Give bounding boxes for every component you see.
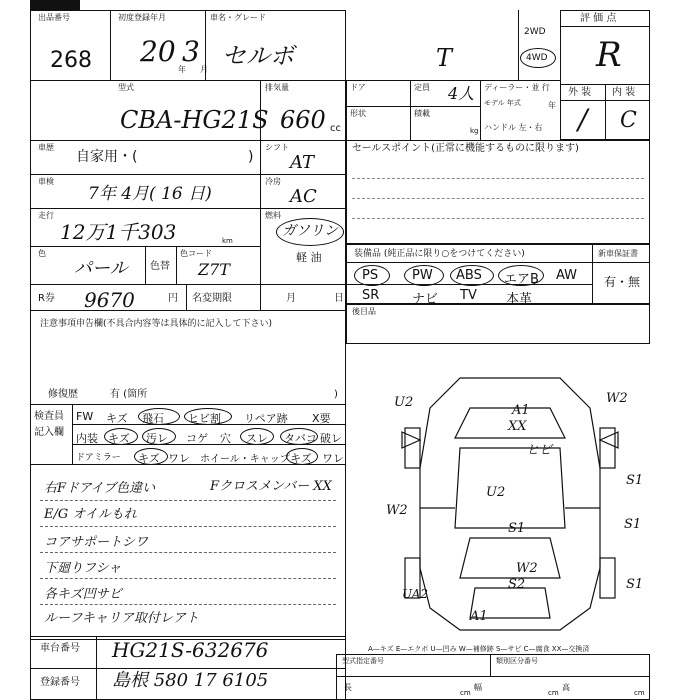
km-unit: km [222, 237, 233, 245]
usage-label: 車歴 [38, 143, 54, 152]
divider [186, 284, 187, 310]
usage-close: ) [248, 149, 254, 165]
after-sale-label: 後目品 [352, 307, 376, 316]
dealer-label: ディーラー・並 行 [484, 83, 550, 92]
width-unit: cm [548, 689, 559, 697]
sales-point-label: セールスポイント(正常に機能するものに限ります) [352, 143, 579, 154]
year-unit: 年 [178, 65, 186, 74]
sales-point-box [346, 140, 650, 244]
kg-unit: kg [470, 127, 479, 135]
rule [40, 526, 336, 527]
reg-no: 島根 580 17 6105 [112, 670, 269, 691]
inspection: 7年 4月( 16 日) [88, 184, 212, 204]
interior-scratch: キズ [108, 432, 130, 445]
diagram-mark: ヒビ [526, 443, 553, 458]
diagram-mark: A1 [512, 403, 530, 418]
new-car-warranty-label: 新車保証書 [598, 249, 638, 258]
inspector-note: 右Fドアイブ色違い [44, 481, 156, 496]
divider [30, 208, 346, 209]
mirror-scratch-circle [134, 448, 168, 465]
diagram-mark: A1 [470, 609, 488, 624]
repair-label: 修復歴 [48, 389, 78, 400]
interior-score: C [620, 108, 637, 133]
divider [30, 310, 346, 311]
rule [40, 604, 336, 605]
month-unit: 月 [200, 65, 208, 74]
interior-label: 内 装 [612, 87, 636, 98]
spec-label: 型式指定番号 [342, 657, 384, 665]
class-label: 類別区分番号 [496, 657, 538, 665]
divider [490, 654, 491, 676]
repair-close: ) [334, 389, 338, 400]
interior-scratch-circle [104, 428, 138, 445]
divider [560, 100, 650, 101]
rule [40, 552, 336, 553]
mirror-scratch: キズ [138, 452, 160, 465]
equipment-label: 装備品 (純正品に限り○をつけてください) [354, 249, 525, 259]
divider [145, 246, 146, 284]
wheel-cap: ホイール・キャップ [200, 454, 290, 465]
divider [30, 140, 346, 141]
diagram-mark: W2 [516, 561, 538, 576]
model-code: CBA-HG21S [120, 106, 269, 134]
inspector-note: Fクロスメンバー XX [210, 479, 332, 494]
inspector-interior-head: 内装 [76, 432, 98, 445]
equip-pw-circle [404, 265, 444, 286]
height-label: 高 [562, 683, 570, 692]
door-label: ドア [350, 83, 366, 92]
recycle-amount: 9670 [84, 288, 135, 312]
divider [30, 668, 346, 669]
model-year-suffix: 年 [548, 101, 556, 110]
color-code: Z7T [198, 260, 230, 279]
equip-aw: AW [556, 268, 578, 283]
yen-unit: 円 [168, 293, 178, 304]
diagram-mark: XX [508, 419, 527, 434]
interior-burn: コゲ [186, 432, 208, 445]
handle-label: ハンドル 左・右 [484, 123, 543, 132]
fuel: ガソリン [282, 223, 338, 239]
divider [205, 10, 206, 80]
crack-circle [184, 408, 232, 425]
rule [352, 218, 644, 219]
rule [352, 198, 644, 199]
equip-ps: PS [362, 268, 379, 283]
inspector-repair-mark: リペア跡 [244, 412, 288, 425]
load-label: 積載 [414, 109, 430, 118]
displacement: 660 [280, 106, 326, 134]
interior-wear-circle [240, 428, 274, 445]
wheel-scratch: キズ [290, 452, 312, 465]
fuel-circle [276, 218, 344, 246]
divider [480, 80, 481, 140]
divider [72, 404, 73, 464]
length-unit: cm [460, 689, 471, 697]
exterior-score: / [578, 103, 588, 136]
color: パール [74, 258, 128, 279]
divider [30, 174, 346, 175]
width-label: 幅 [474, 683, 482, 692]
aircon: AC [290, 186, 317, 207]
interior-tobacco-circle [280, 428, 318, 445]
mileage-label: 走行 [38, 211, 54, 220]
model-name-label: 車名・グレード [210, 13, 266, 22]
displacement-label: 排気量 [265, 83, 289, 92]
eval-score: R [596, 35, 622, 75]
inspector-label-1: 検査員 [34, 411, 64, 422]
first-reg-label: 初度登録年月 [118, 13, 166, 22]
grade: T [436, 44, 453, 72]
shift: AT [290, 152, 315, 173]
top-left-tab [30, 0, 80, 10]
equip-leather: 本革 [506, 292, 533, 307]
divider [560, 26, 650, 27]
divider [605, 84, 606, 140]
equip-pw: PW [412, 268, 433, 283]
eval-label: 評 価 点 [580, 13, 617, 24]
diagram-mark: S1 [508, 521, 526, 536]
color-change-label: 色替 [150, 261, 170, 272]
capacity: 4人 [448, 84, 475, 103]
equip-ps-circle [354, 265, 390, 286]
usage: 自家用・( [76, 149, 138, 165]
model-code-label: 型式 [118, 83, 134, 92]
color-label: 色 [38, 249, 46, 258]
diagram-mark: S1 [626, 473, 644, 488]
divider [346, 106, 480, 107]
cc-unit: cc [330, 123, 341, 134]
mirror-crack: ワレ [168, 452, 190, 465]
inspection-label: 車検 [38, 177, 54, 186]
diagram-mark: UA2 [402, 587, 429, 601]
divider [346, 262, 650, 263]
first-reg-month: 3 [182, 35, 200, 68]
first-reg-year: 20 [140, 35, 176, 68]
inspector-fw: FW [76, 410, 94, 423]
divider [410, 80, 411, 140]
divider [110, 10, 111, 80]
inspector-label-2: 記入欄 [34, 427, 64, 438]
drive-4wd: 4WD [526, 53, 548, 63]
drive-2wd: 2WD [524, 27, 546, 37]
exterior-label: 外 装 [568, 87, 592, 98]
inspector-scratch: キズ [106, 412, 128, 425]
interior-tobacco: タバコ [284, 432, 317, 445]
diagram-mark: W2 [606, 391, 628, 406]
shift-label: シフト [265, 143, 289, 152]
divider [30, 404, 346, 405]
inspector-note: コアサポートシワ [44, 535, 149, 550]
inspector-note: 下廻りフシャ [44, 561, 122, 576]
diagram-mark: S1 [624, 517, 642, 532]
divider [518, 10, 519, 80]
mileage: 12万1千303 [60, 220, 177, 244]
drive-4wd-circle [520, 48, 556, 68]
divider [336, 676, 650, 677]
equip-navi: ナビ [412, 292, 439, 307]
model-name: セルボ [222, 42, 294, 70]
month-label: 月 [286, 293, 296, 304]
day-label: 日 [334, 293, 344, 304]
equip-sr: SR [362, 288, 380, 303]
divider [176, 246, 177, 284]
diagram-mark: S1 [626, 577, 644, 592]
diagram-mark: W2 [386, 503, 408, 518]
wheel-crack: ワレ [322, 452, 344, 465]
fuel-alt: 軽 油 [296, 251, 322, 264]
interior-tear: 破レ [320, 432, 342, 445]
rule [40, 578, 336, 579]
height-unit: cm [634, 689, 645, 697]
rule [352, 178, 644, 179]
wheel-scratch-circle [286, 448, 318, 465]
repair-value: 有 (箇所 [110, 389, 148, 400]
equip-airbag: エアB [504, 272, 539, 287]
lot-no-label: 出品番号 [38, 13, 70, 22]
equip-abs: ABS [456, 268, 482, 283]
interior-wear: スレ [246, 432, 268, 445]
diagram-mark: U2 [394, 395, 414, 410]
divider [346, 80, 347, 140]
rule [40, 500, 336, 501]
chassis-label: 車台番号 [40, 643, 80, 654]
inspector-note: ルーフキャリア取付レアト [44, 611, 199, 626]
interior-dirt-circle [142, 428, 176, 445]
diagram-mark: U2 [486, 485, 506, 500]
equip-airbag-circle [498, 265, 544, 286]
warranty-value: 有・無 [604, 275, 641, 289]
equip-abs-circle [450, 265, 494, 286]
model-year-label: モデル 年式 [484, 99, 521, 107]
reg-no-label: 登録番号 [40, 677, 80, 688]
equip-tv: TV [460, 288, 477, 303]
fuel-label: 燃料 [265, 211, 281, 220]
capacity-label: 定員 [414, 83, 430, 92]
divider [592, 244, 593, 304]
inspector-x-needed: X要 [312, 412, 331, 425]
nameplate-label: 名変期限 [192, 293, 232, 304]
interior-dirt: 汚レ [146, 432, 168, 445]
inspector-note: 各キズ凹サビ [44, 587, 122, 602]
after-sale-box [346, 304, 650, 344]
interior-hole: 穴 [220, 432, 231, 445]
shape-label: 形状 [350, 109, 366, 118]
stone-chip-circle [138, 408, 180, 425]
notes-label: 注意事項申告欄(不具合内容等は具体的に記入して下さい) [40, 319, 273, 329]
diagram-mark: S2 [508, 577, 526, 592]
inspector-stone-chip: 飛石 [142, 412, 164, 425]
recycle-label: R券 [38, 293, 55, 304]
divider [30, 284, 346, 285]
chassis-no: HG21S-632676 [112, 638, 269, 662]
color-code-label: 色コード [180, 249, 212, 258]
diagram-legend: A—キズ E—エクボ U—凹み W—補修跡 S—サビ C—腐食 XX—交換済 [368, 645, 590, 653]
length-label: 長 [344, 683, 352, 692]
divider [260, 80, 261, 140]
aircon-label: 冷房 [265, 177, 281, 186]
door-mirror: ドアミラー [76, 453, 121, 463]
inspector-note: E/G オイルもれ [44, 507, 137, 522]
lot-no: 268 [50, 48, 92, 73]
inspector-crack: ヒビ割 [188, 412, 221, 425]
